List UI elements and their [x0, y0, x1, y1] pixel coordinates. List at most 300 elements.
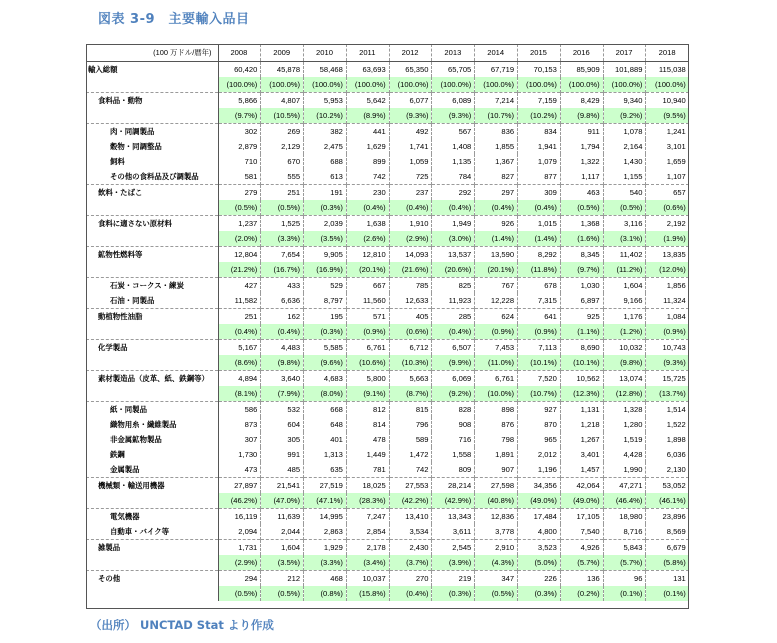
value-cell: 433: [261, 278, 304, 294]
value-cell: 784: [432, 169, 475, 185]
value-cell: 4,926: [560, 540, 603, 556]
value-cell: 571: [346, 309, 389, 325]
value-cell: 1,449: [346, 447, 389, 462]
share-row: [86, 262, 689, 278]
value-cell: 1,794: [560, 139, 603, 154]
value-cell: 9,905: [304, 247, 347, 263]
value-cell: 1,730: [218, 447, 261, 462]
value-cell: 7,453: [475, 340, 518, 356]
share-cell: (0.1%): [646, 586, 689, 601]
share-cell: (47.1%): [304, 493, 347, 509]
value-cell: 907: [475, 462, 518, 478]
share-cell: (100.0%): [518, 77, 561, 93]
value-cell: 7,520: [518, 371, 561, 387]
value-cell: 8,569: [646, 524, 689, 540]
value-cell: 1,176: [603, 309, 646, 325]
share-cell: (10.2%): [518, 108, 561, 124]
value-cell: 927: [518, 402, 561, 418]
value-cell: 401: [304, 432, 347, 447]
share-cell: (0.9%): [475, 324, 518, 340]
table-row: [86, 293, 689, 309]
value-cell: 7,315: [518, 293, 561, 309]
value-cell: 1,218: [560, 417, 603, 432]
share-cell: (0.6%): [646, 200, 689, 216]
share-row: [86, 77, 689, 93]
value-cell: 1,638: [346, 216, 389, 232]
value-cell: 2,130: [646, 462, 689, 478]
share-cell: (100.0%): [346, 77, 389, 93]
share-cell: (3.5%): [261, 555, 304, 571]
value-cell: 21,541: [261, 478, 304, 494]
share-cell: (10.5%): [261, 108, 304, 124]
year-header: 2009: [261, 44, 304, 62]
share-cell: (3.1%): [603, 231, 646, 247]
share-cell: (46.4%): [603, 493, 646, 509]
row-label: 非金属鉱物製品: [110, 435, 162, 444]
value-cell: 1,898: [646, 432, 689, 447]
value-cell: 716: [432, 432, 475, 447]
share-cell: (0.5%): [261, 586, 304, 601]
value-cell: 8,797: [304, 293, 347, 309]
table-row: [86, 216, 689, 232]
value-cell: 798: [475, 432, 518, 447]
share-cell: (10.0%): [475, 386, 518, 402]
share-cell: (8.7%): [389, 386, 432, 402]
value-cell: 870: [518, 417, 561, 432]
row-label: 鉱物性燃料等: [86, 247, 218, 263]
table-row: [86, 154, 689, 169]
value-cell: 877: [518, 169, 561, 185]
share-cell: (0.4%): [261, 324, 304, 340]
share-cell: (10.1%): [518, 355, 561, 371]
value-cell: 670: [261, 154, 304, 169]
value-cell: 1,472: [389, 447, 432, 462]
value-cell: 17,484: [518, 509, 561, 525]
value-cell: 5,663: [389, 371, 432, 387]
year-header: 2011: [346, 44, 389, 62]
value-cell: 1,241: [646, 124, 689, 140]
share-row: [86, 493, 689, 509]
share-cell: (0.4%): [346, 200, 389, 216]
value-cell: 131: [646, 571, 689, 587]
year-header: 2010: [304, 44, 347, 62]
share-cell: (12.0%): [646, 262, 689, 278]
share-cell: (0.5%): [560, 200, 603, 216]
value-cell: 613: [304, 169, 347, 185]
row-label: 輸入総額: [88, 65, 118, 74]
share-cell: (100.0%): [646, 77, 689, 93]
value-cell: 781: [346, 462, 389, 478]
value-cell: 485: [261, 462, 304, 478]
share-row: [86, 355, 689, 371]
table-row: [86, 309, 689, 325]
table-row: [86, 402, 689, 418]
row-label: 飼料: [110, 157, 125, 166]
value-cell: 27,519: [304, 478, 347, 494]
share-cell: (0.4%): [432, 200, 475, 216]
value-cell: 3,640: [261, 371, 304, 387]
share-cell: (0.5%): [218, 200, 261, 216]
share-row-label-blank: [86, 77, 218, 93]
share-cell: (16.7%): [261, 262, 304, 278]
share-cell: (2.9%): [218, 555, 261, 571]
table-row: [86, 169, 689, 185]
value-cell: 269: [261, 124, 304, 140]
source-note: （出所） UNCTAD Stat より作成: [90, 618, 274, 632]
value-cell: 14,995: [304, 509, 347, 525]
value-cell: 219: [432, 571, 475, 587]
value-cell: 6,069: [432, 371, 475, 387]
share-cell: (46.1%): [646, 493, 689, 509]
value-cell: 6,636: [261, 293, 304, 309]
value-cell: 1,891: [475, 447, 518, 462]
value-cell: 70,153: [518, 62, 561, 78]
share-row-label-blank: [86, 355, 218, 371]
share-cell: (0.4%): [218, 324, 261, 340]
value-cell: 1,084: [646, 309, 689, 325]
share-cell: (5.0%): [518, 555, 561, 571]
value-cell: 1,408: [432, 139, 475, 154]
share-cell: (0.4%): [432, 324, 475, 340]
value-cell: 725: [389, 169, 432, 185]
value-cell: 586: [218, 402, 261, 418]
value-cell: 825: [432, 278, 475, 294]
value-cell: 2,430: [389, 540, 432, 556]
value-cell: 47,271: [603, 478, 646, 494]
value-cell: 10,037: [346, 571, 389, 587]
value-cell: 2,039: [304, 216, 347, 232]
table-row: [86, 417, 689, 432]
value-cell: 6,036: [646, 447, 689, 462]
value-cell: 101,889: [603, 62, 646, 78]
share-row-label-blank: [86, 386, 218, 402]
value-cell: 814: [346, 417, 389, 432]
value-cell: 532: [261, 402, 304, 418]
row-label: 肉・同調製品: [86, 124, 218, 140]
row-label: 食料に適さない原材料: [86, 216, 218, 232]
value-cell: 5,866: [218, 93, 261, 109]
year-header: 2008: [218, 44, 261, 62]
share-cell: (9.3%): [432, 108, 475, 124]
share-cell: (3.0%): [432, 231, 475, 247]
share-cell: (47.0%): [261, 493, 304, 509]
share-cell: (1.2%): [603, 324, 646, 340]
value-cell: 3,611: [432, 524, 475, 540]
value-cell: 8,345: [560, 247, 603, 263]
share-cell: (28.3%): [346, 493, 389, 509]
value-cell: 1,280: [603, 417, 646, 432]
share-cell: (5.7%): [603, 555, 646, 571]
value-cell: 7,159: [518, 93, 561, 109]
figure-title: 図表 3-9 主要輸入品目: [98, 12, 250, 27]
row-label: 織物用糸・繊維製品: [110, 420, 177, 429]
share-cell: (1.4%): [518, 231, 561, 247]
value-cell: 589: [389, 432, 432, 447]
value-cell: 12,633: [389, 293, 432, 309]
value-cell: 11,324: [646, 293, 689, 309]
value-cell: 12,836: [475, 509, 518, 525]
value-cell: 17,105: [560, 509, 603, 525]
value-cell: 3,116: [603, 216, 646, 232]
value-cell: 4,483: [261, 340, 304, 356]
value-cell: 294: [218, 571, 261, 587]
value-cell: 678: [518, 278, 561, 294]
value-cell: 1,368: [560, 216, 603, 232]
share-cell: (11.8%): [518, 262, 561, 278]
share-cell: (0.9%): [518, 324, 561, 340]
share-cell: (0.6%): [389, 324, 432, 340]
value-cell: 1,367: [475, 154, 518, 169]
value-cell: 6,077: [389, 93, 432, 109]
value-cell: 8,292: [518, 247, 561, 263]
value-cell: 2,863: [304, 524, 347, 540]
row-label: 鉄鋼: [110, 450, 125, 459]
share-cell: (8.0%): [304, 386, 347, 402]
value-cell: 305: [261, 432, 304, 447]
value-cell: 42,064: [560, 478, 603, 494]
value-cell: 4,683: [304, 371, 347, 387]
value-cell: 2,178: [346, 540, 389, 556]
value-cell: 14,093: [389, 247, 432, 263]
share-cell: (21.2%): [218, 262, 261, 278]
value-cell: 10,562: [560, 371, 603, 387]
share-cell: (8.6%): [218, 355, 261, 371]
share-row-label-blank: [86, 324, 218, 340]
value-cell: 836: [475, 124, 518, 140]
share-cell: (10.6%): [346, 355, 389, 371]
value-cell: 815: [389, 402, 432, 418]
value-cell: 12,228: [475, 293, 518, 309]
share-cell: (0.3%): [432, 586, 475, 601]
share-cell: (100.0%): [389, 77, 432, 93]
share-cell: (0.3%): [304, 200, 347, 216]
value-cell: 5,167: [218, 340, 261, 356]
value-cell: 251: [261, 185, 304, 201]
value-cell: 828: [432, 402, 475, 418]
value-cell: 2,192: [646, 216, 689, 232]
share-cell: (3.7%): [389, 555, 432, 571]
value-cell: 136: [560, 571, 603, 587]
share-cell: (100.0%): [218, 77, 261, 93]
value-cell: 115,038: [646, 62, 689, 78]
value-cell: 6,712: [389, 340, 432, 356]
value-cell: 18,980: [603, 509, 646, 525]
value-cell: 1,910: [389, 216, 432, 232]
value-cell: 478: [346, 432, 389, 447]
year-header: 2017: [603, 44, 646, 62]
share-row: [86, 386, 689, 402]
value-cell: 3,523: [518, 540, 561, 556]
share-row: [86, 200, 689, 216]
value-cell: 2,879: [218, 139, 261, 154]
table-row: [86, 509, 689, 525]
value-cell: 604: [261, 417, 304, 432]
value-cell: 309: [518, 185, 561, 201]
value-cell: 5,585: [304, 340, 347, 356]
value-cell: 1,117: [560, 169, 603, 185]
value-cell: 270: [389, 571, 432, 587]
share-cell: (1.6%): [560, 231, 603, 247]
share-cell: (11.2%): [603, 262, 646, 278]
share-cell: (9.8%): [261, 355, 304, 371]
value-cell: 1,267: [560, 432, 603, 447]
value-cell: 2,129: [261, 139, 304, 154]
value-cell: 27,598: [475, 478, 518, 494]
value-cell: 965: [518, 432, 561, 447]
value-cell: 1,604: [603, 278, 646, 294]
value-cell: 1,514: [646, 402, 689, 418]
share-cell: (10.3%): [389, 355, 432, 371]
value-cell: 13,835: [646, 247, 689, 263]
value-cell: 191: [304, 185, 347, 201]
value-cell: 668: [304, 402, 347, 418]
value-cell: 45,878: [261, 62, 304, 78]
value-cell: 28,214: [432, 478, 475, 494]
share-cell: (13.7%): [646, 386, 689, 402]
value-cell: 441: [346, 124, 389, 140]
value-cell: 212: [261, 571, 304, 587]
value-cell: 785: [389, 278, 432, 294]
share-row-label-blank: [86, 200, 218, 216]
value-cell: 1,196: [518, 462, 561, 478]
value-cell: 27,553: [389, 478, 432, 494]
year-header: 2015: [518, 44, 561, 62]
share-cell: (3.3%): [261, 231, 304, 247]
table-row: [86, 62, 689, 78]
share-cell: (2.6%): [346, 231, 389, 247]
row-label: 化学製品: [86, 340, 218, 356]
share-cell: (0.5%): [218, 586, 261, 601]
value-cell: 63,693: [346, 62, 389, 78]
row-label: 石油・同製品: [110, 296, 155, 305]
value-cell: 7,214: [475, 93, 518, 109]
row-label: 食料品・動物: [86, 93, 218, 109]
value-cell: 195: [304, 309, 347, 325]
value-cell: 1,525: [261, 216, 304, 232]
value-cell: 405: [389, 309, 432, 325]
value-cell: 9,166: [603, 293, 646, 309]
row-label: 穀物・同調整品: [110, 142, 162, 151]
row-label: 飲料・たばこ: [86, 185, 218, 201]
share-row-label-blank: [86, 586, 218, 601]
row-label: その他の食料品及び調製品: [110, 172, 199, 181]
value-cell: 540: [603, 185, 646, 201]
value-cell: 657: [646, 185, 689, 201]
row-label: その他: [86, 571, 218, 587]
value-cell: 285: [432, 309, 475, 325]
share-cell: (100.0%): [432, 77, 475, 93]
value-cell: 688: [304, 154, 347, 169]
value-cell: 10,940: [646, 93, 689, 109]
share-cell: (9.8%): [560, 108, 603, 124]
value-cell: 1,990: [603, 462, 646, 478]
row-label: 機械類・輸送用機器: [86, 478, 218, 494]
share-cell: (2.0%): [218, 231, 261, 247]
value-cell: 529: [304, 278, 347, 294]
value-cell: 925: [560, 309, 603, 325]
row-label: 紙・同製品: [86, 402, 218, 418]
table-row: [86, 371, 689, 387]
value-cell: 1,131: [560, 402, 603, 418]
value-cell: 162: [261, 309, 304, 325]
share-row: [86, 586, 689, 601]
share-cell: (9.2%): [432, 386, 475, 402]
share-cell: (49.0%): [518, 493, 561, 509]
value-cell: 4,800: [518, 524, 561, 540]
share-cell: (3.9%): [432, 555, 475, 571]
value-cell: 292: [432, 185, 475, 201]
value-cell: 2,012: [518, 447, 561, 462]
value-cell: 648: [304, 417, 347, 432]
table-row: [86, 93, 689, 109]
value-cell: 53,052: [646, 478, 689, 494]
share-cell: (0.3%): [304, 324, 347, 340]
value-cell: 60,420: [218, 62, 261, 78]
value-cell: 15,725: [646, 371, 689, 387]
value-cell: 1,322: [560, 154, 603, 169]
share-cell: (100.0%): [261, 77, 304, 93]
value-cell: 67,719: [475, 62, 518, 78]
value-cell: 899: [346, 154, 389, 169]
share-cell: (0.9%): [646, 324, 689, 340]
value-cell: 297: [475, 185, 518, 201]
value-cell: 1,079: [518, 154, 561, 169]
value-cell: 1,107: [646, 169, 689, 185]
value-cell: 742: [389, 462, 432, 478]
year-header: 2013: [432, 44, 475, 62]
share-cell: (1.9%): [646, 231, 689, 247]
value-cell: 1,731: [218, 540, 261, 556]
value-cell: 1,237: [218, 216, 261, 232]
share-cell: (1.4%): [475, 231, 518, 247]
table-row: [86, 432, 689, 447]
share-cell: (9.6%): [304, 355, 347, 371]
value-cell: 11,639: [261, 509, 304, 525]
value-cell: 2,044: [261, 524, 304, 540]
value-cell: 911: [560, 124, 603, 140]
value-cell: 18,025: [346, 478, 389, 494]
value-cell: 302: [218, 124, 261, 140]
share-cell: (9.8%): [603, 355, 646, 371]
value-cell: 7,654: [261, 247, 304, 263]
share-row-label-blank: [86, 108, 218, 124]
value-cell: 13,410: [389, 509, 432, 525]
value-cell: 1,659: [646, 154, 689, 169]
value-cell: 16,119: [218, 509, 261, 525]
share-cell: (16.9%): [304, 262, 347, 278]
value-cell: 796: [389, 417, 432, 432]
value-cell: 492: [389, 124, 432, 140]
share-cell: (9.3%): [389, 108, 432, 124]
table-row: [86, 540, 689, 556]
share-cell: (9.1%): [346, 386, 389, 402]
share-cell: (0.2%): [560, 586, 603, 601]
value-cell: 2,545: [432, 540, 475, 556]
table-row: [86, 462, 689, 478]
share-cell: (9.5%): [646, 108, 689, 124]
share-row-label-blank: [86, 493, 218, 509]
value-cell: 3,401: [560, 447, 603, 462]
share-cell: (10.7%): [518, 386, 561, 402]
share-cell: (0.8%): [304, 586, 347, 601]
table-row: [86, 478, 689, 494]
value-cell: 2,854: [346, 524, 389, 540]
share-cell: (9.7%): [218, 108, 261, 124]
value-cell: 1,430: [603, 154, 646, 169]
value-cell: 27,897: [218, 478, 261, 494]
share-cell: (9.9%): [432, 355, 475, 371]
value-cell: 6,897: [560, 293, 603, 309]
